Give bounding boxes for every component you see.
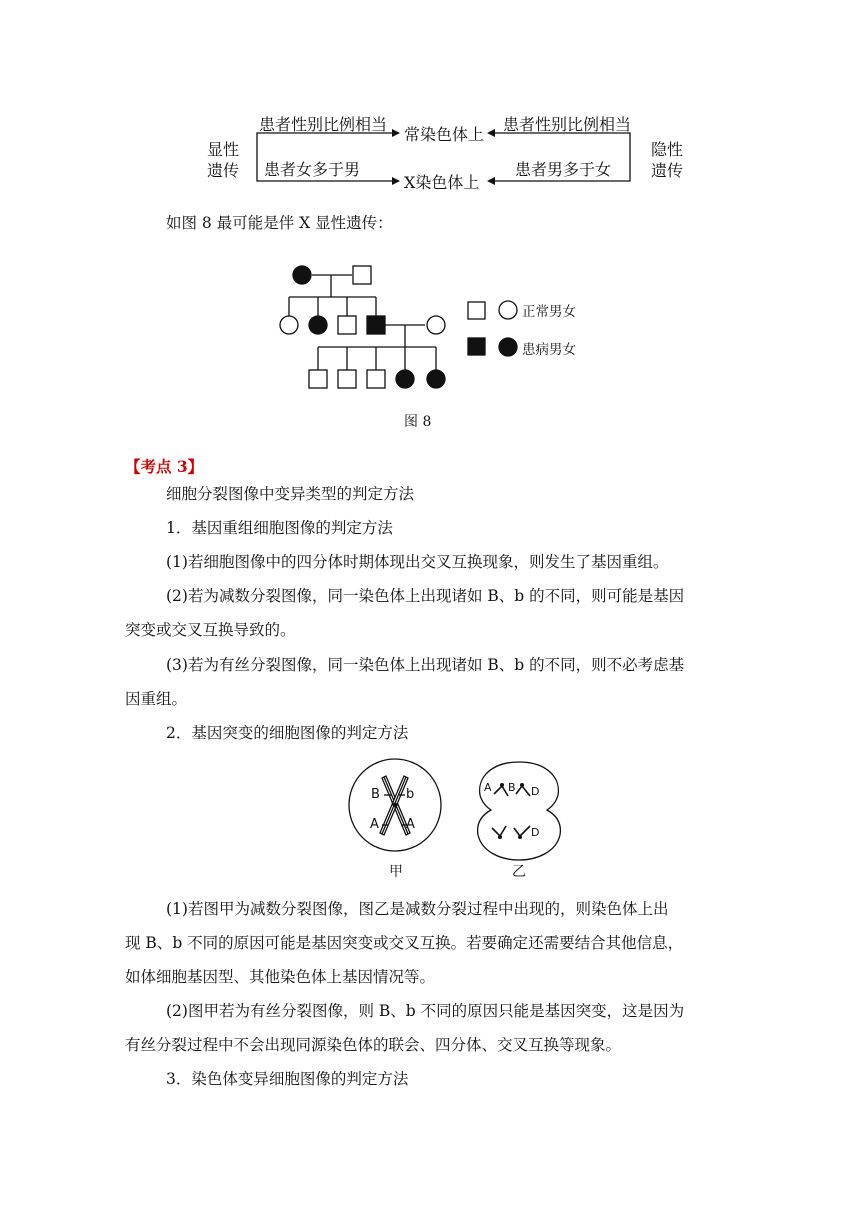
section-heading: 【考点 3】 <box>125 457 204 476</box>
recessive-label-line2: 遗传 <box>651 161 684 180</box>
section-title: 细胞分裂图像中变异类型的判定方法 <box>166 485 415 503</box>
cell-b-label-D-bottom: D <box>531 826 540 839</box>
edge-label-left-bottom: 患者女多于男 <box>264 160 361 179</box>
item2-title: 2．基因突变的细胞图像的判定方法 <box>166 724 409 742</box>
edge-label-right-bottom: 患者男多于女 <box>515 160 612 179</box>
item3-title: 3．染色体变异细胞图像的判定方法 <box>166 1070 409 1088</box>
x-chromosome-node: X染色体上 <box>404 173 480 192</box>
item1-paragraph2-line2: 突变或交叉互换导致的。 <box>125 621 296 639</box>
item1-paragraph1: (1)若细胞图像中的四分体时期体现出交叉互换现象，则发生了基因重组。 <box>166 553 669 571</box>
legend-affected-label: 患病男女 <box>522 342 576 358</box>
intro-line: 如图 8 最可能是伴 X 显性遗传： <box>166 214 393 232</box>
cell-a-label-A-left: A <box>370 817 379 832</box>
dominant-label-line1: 显性 <box>207 140 240 159</box>
cell-a-label-A-right: A <box>406 817 415 832</box>
item1-paragraph3-line1: (3)若为有丝分裂图像，同一染色体上出现诸如 B、b 的不同，则不必考虑基 <box>166 656 685 674</box>
dominant-label-line2: 遗传 <box>207 161 240 180</box>
figure-caption: 图 8 <box>404 414 432 430</box>
item1-paragraph2-line1: (2)若为减数分裂图像，同一染色体上出现诸如 B、b 的不同，则可能是基因 <box>166 587 685 605</box>
item2-paragraph1-line2: 现 B、b 不同的原因可能是基因突变或交叉互换。若要确定还需要结合其他信息， <box>125 934 684 952</box>
recessive-label-line1: 隐性 <box>651 140 684 159</box>
cell-b-label-D-top: D <box>531 785 540 798</box>
cell-a-label-b: b <box>406 787 415 802</box>
cell-a <box>349 759 441 851</box>
item2-paragraph2-line1: (2)图甲若为有丝分裂图像，则 B、b 不同的原因只能是基因突变，这是因为 <box>166 1002 685 1020</box>
cell-a-label-B: B <box>371 787 380 802</box>
item1-title: 1．基因重组细胞图像的判定方法 <box>166 519 393 537</box>
item2-paragraph2-line2: 有丝分裂过程中不会出现同源染色体的联会、四分体、交叉互换等现象。 <box>125 1036 622 1054</box>
autosome-node: 常染色体上 <box>404 125 485 144</box>
item1-paragraph3-line2: 因重组。 <box>125 690 188 708</box>
cell-b <box>478 762 561 860</box>
cell-a-centromere <box>393 803 398 808</box>
cell-b-caption: 乙 <box>512 864 526 880</box>
cell-a-caption: 甲 <box>389 864 403 880</box>
cell-b-label-A: A <box>484 781 492 794</box>
cell-b-label-B: B <box>508 781 516 794</box>
legend-normal-label: 正常男女 <box>522 304 576 320</box>
item2-paragraph1-line3: 如体细胞基因型、其他染色体上基因情况等。 <box>125 968 436 986</box>
edge-label-right-top: 患者性别比例相当 <box>503 115 632 134</box>
item2-paragraph1-line1: (1)若图甲为减数分裂图像，图乙是减数分裂过程中出现的，则染色体上出 <box>166 900 669 918</box>
cell-b-membrane <box>478 762 561 860</box>
edge-label-left-top: 患者性别比例相当 <box>259 115 388 134</box>
